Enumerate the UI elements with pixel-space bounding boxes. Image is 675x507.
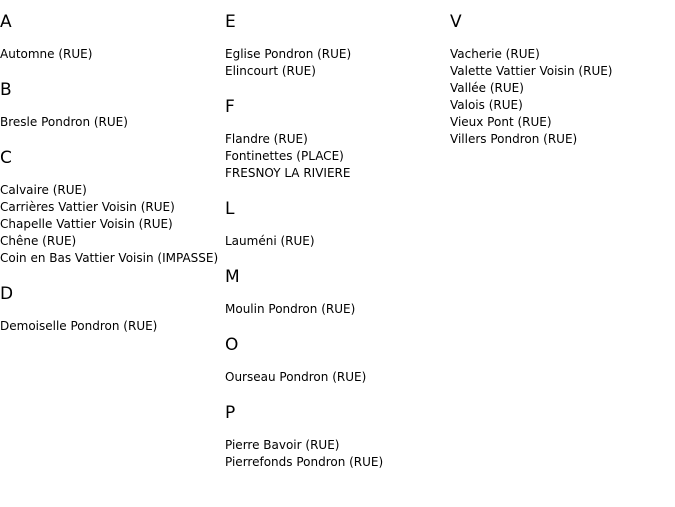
street-link[interactable]: Eglise Pondron (RUE) — [225, 47, 352, 61]
street-link[interactable]: Pierre Bavoir (RUE) — [225, 438, 340, 452]
letter-heading: D — [0, 284, 14, 304]
letter-heading: O — [225, 335, 239, 355]
street-list — [225, 131, 450, 182]
street-link[interactable]: Valois (RUE) — [450, 98, 523, 112]
letter-heading: E — [225, 12, 236, 32]
index-column — [0, 0, 225, 335]
street-list — [0, 318, 225, 335]
street-link[interactable]: FRESNOY LA RIVIERE — [225, 166, 351, 180]
letter-group — [450, 12, 675, 148]
street-link[interactable]: Chêne (RUE) — [0, 234, 77, 248]
street-link[interactable]: Moulin Pondron (RUE) — [225, 302, 356, 316]
street-link[interactable]: Vieux Pont (RUE) — [450, 115, 552, 129]
street-link[interactable]: Elincourt (RUE) — [225, 64, 316, 78]
street-link[interactable]: Lauméni (RUE) — [225, 234, 315, 248]
street-link[interactable]: Villers Pondron (RUE) — [450, 132, 578, 146]
street-link[interactable]: Demoiselle Pondron (RUE) — [0, 319, 158, 333]
index-column — [225, 0, 450, 471]
street-link[interactable]: Flandre (RUE) — [225, 132, 308, 146]
street-list — [225, 301, 450, 318]
letter-heading: P — [225, 403, 236, 423]
letter-heading: C — [0, 148, 12, 168]
street-link[interactable]: Ourseau Pondron (RUE) — [225, 370, 367, 384]
letter-group — [225, 403, 450, 471]
street-link[interactable]: Vacherie (RUE) — [450, 47, 540, 61]
street-link[interactable]: Calvaire (RUE) — [0, 183, 87, 197]
street-link[interactable]: Fontinettes (PLACE) — [225, 149, 344, 163]
letter-heading: V — [450, 12, 462, 32]
letter-group — [0, 284, 225, 335]
index-column — [450, 0, 675, 148]
letter-heading: M — [225, 267, 240, 287]
letter-heading: F — [225, 97, 235, 117]
street-list — [450, 46, 675, 148]
letter-group — [0, 80, 225, 131]
letter-group — [225, 335, 450, 386]
street-list — [0, 182, 225, 267]
letter-group — [225, 199, 450, 250]
street-list — [225, 369, 450, 386]
street-list — [225, 437, 450, 471]
street-list — [0, 114, 225, 131]
street-link[interactable]: Carrières Vattier Voisin (RUE) — [0, 200, 175, 214]
letter-group — [225, 97, 450, 182]
letter-group — [0, 12, 225, 63]
letter-heading: B — [0, 80, 12, 100]
letter-group — [225, 12, 450, 80]
letter-heading: L — [225, 199, 235, 219]
street-link[interactable]: Coin en Bas Vattier Voisin (IMPASSE) — [0, 251, 219, 265]
letter-group — [0, 148, 225, 267]
street-link[interactable]: Automne (RUE) — [0, 47, 93, 61]
street-link[interactable]: Bresle Pondron (RUE) — [0, 115, 128, 129]
letter-heading: A — [0, 12, 12, 32]
street-link[interactable]: Chapelle Vattier Voisin (RUE) — [0, 217, 173, 231]
street-link[interactable]: Vallée (RUE) — [450, 81, 524, 95]
street-link[interactable]: Pierrefonds Pondron (RUE) — [225, 455, 384, 469]
street-list — [0, 46, 225, 63]
street-list — [225, 46, 450, 80]
street-list — [225, 233, 450, 250]
street-link[interactable]: Valette Vattier Voisin (RUE) — [450, 64, 613, 78]
letter-group — [225, 267, 450, 318]
